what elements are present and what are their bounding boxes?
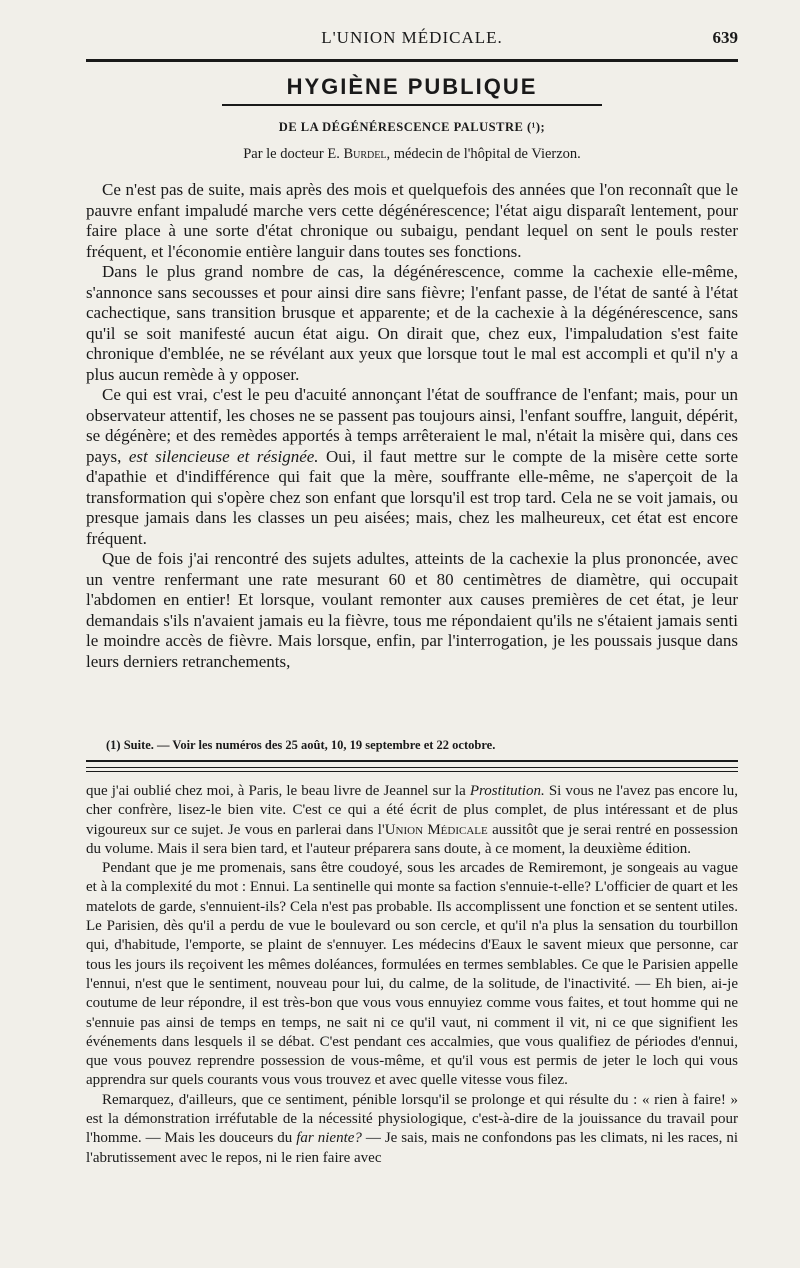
paragraph-text: Remarquez, d'ailleurs, que ce sentiment, pénible lorsqu'il se prolonge et qui résulte du : « rien à faire! » est la démonstration irréfutable de la nécessité physiologique, c'est-à-dire de la jouissance du travail pour l'homme. — Mais les douceurs du — [86, 1091, 738, 1147]
feuilleton-paragraph — [86, 782, 738, 859]
feuilleton-divider-thin — [86, 771, 738, 772]
feuilleton-paragraph — [86, 1091, 738, 1168]
paragraph-text: Ce qui est vrai, c'est le peu d'acuité annonçant l'état de souffrance de l'enfant; mais, pour un observateur attentif, les choses ne se passent pas toujours ainsi, l'enfant souffre, languit, dépérit, se dégénère; et des remèdes apportés à temps arrêteraient le mal, n'était la misère qui, dans ces pays, — [86, 385, 738, 466]
article-paragraph: Dans le plus grand nombre de cas, la dégénérescence, comme la cachexie elle-même, s'annonce sans secousses et pour ainsi dire sans fièvre; l'enfant passe, de l'état de santé à l'état cachectique, sans transition brusque et apparente; et de la cachexie à la dégénérescence, sans qu'il se soit manifesté aucun état aigu. On dirait que, chez eux, l'impaludation s'est faite chronique d'emblée, ne se révélant aux yeux que lorsque tout le mal est accompli et qu'il n'y a plus aucun remède à y opposer. — [86, 262, 738, 384]
running-title: L'UNION MÉDICALE. — [321, 28, 503, 47]
section-title-rule — [222, 104, 602, 106]
feuilleton-body — [86, 782, 738, 1168]
byline-suffix: , médecin de l'hôpital de Vierzon. — [386, 146, 581, 162]
page-number: 639 — [712, 28, 738, 47]
header-rule — [86, 59, 738, 62]
byline-prefix: Par le docteur E. — [243, 146, 340, 162]
running-head — [86, 28, 738, 54]
section-title: HYGIÈNE PUBLIQUE — [286, 74, 538, 99]
feuilleton-paragraph: Pendant que je me promenais, sans être coudoyé, sous les arcades de Remiremont, je songeais au vague et à la complexité du mot : Ennui. La sentinelle qui monte sa faction s'ennuie-t-elle? L'officier de quart et les matelots de garde, s'ennuient-ils? Cela n'est pas probable. Ils accomplissent une fonction et se sentent utiles. Le Parisien, dès qu'il a perdu de vue le boulevard ou son cercle, et qu'il n'a plus la sensation du tourbillon qui, d'habitude, l'emporte, se plaint de s'ennuyer. Les médecins d'Eaux le savent mieux que personne, car tous les jours ils reçoivent les mêmes doléances, formulées en termes semblables. Ce que le Parisien appelle l'ennui, n'est que le sentiment, nouveau pour lui, du calme, de la solitude, de l'inactivité. — Eh bien, ai-je coutume de leur répondre, il est très-bon que vous vous ennuyiez comme vous faites, et tout homme qui ne s'ennuie pas ainsi de temps en temps, ne sait ni ce qu'il vaut, ni comment il vit, ni ce que signifient les événements dans lesquels il se débat. C'est pendant ces accalmies, que vous qualifiez de périodes d'ennui, que vous pouvez reprendre possession de vous-même, et qu'il vous est permis de jeter le loch qui vous apprendra sur quels courants vous vous trouvez et avec quelle vitesse vous filez. — [86, 860, 738, 1089]
article-paragraph: Que de fois j'ai rencontré des sujets adultes, atteints de la cachexie la plus prononcée, avec un ventre renfermant une rate mesurant 60 et 80 centimètres de diamètre, qui occupait l'abdomen en entier! Et lorsque, voulant remonter aux causes premières de cet état, je leur demandais s'ils n'avaient jamais eu la fièvre, tous me répondaient qu'ils ne s'étaient jamais senti le moindre accès de fièvre. Mais lorsque, enfin, par l'interrogation, je les poussais jusque dans leurs derniers retranchements, — [86, 549, 738, 671]
paragraph-text: aussitôt que je serai rentré en possession du volume. Mais il sera bien tard, et l'auteur préparera sans doute, à ce moment, la deuxième édition. — [86, 821, 739, 857]
paragraph-italic: far niente? — [296, 1130, 362, 1147]
article-paragraph: Ce n'est pas de suite, mais après des mois et quelquefois des années que l'on reconnaît que le pauvre enfant impaludé marche vers cette dégénérescence; l'état aigu disparaît lentement, pour faire place à une sorte d'état chronique ou subaigu, pendant lequel on sent le pouls rester fréquent, et l'économie entière languir dans toutes ses fonctions. — [86, 180, 738, 261]
paragraph-italic: est silencieuse et résignée. — [128, 446, 319, 466]
paragraph-text: Oui, il faut mettre sur le compte de la misère cette sorte d'apathie et d'indifférence qui fait que la mère, souffrante elle-même, ne s'aperçoit de la transformation qui s'opère chez son enfant que lorsqu'il est trop tard. Cela ne se voit jamais, ou presque jamais dans les classes un peu aisées; mais, chez les malheureux, cet état est encore fréquent. — [86, 446, 739, 548]
footnote: (1) Suite. — Voir les numéros des 25 août, 10, 19 septembre et 22 octobre. — [106, 738, 496, 752]
byline-author: Burdel — [343, 146, 387, 162]
journal-name: Union Médicale — [384, 821, 488, 838]
article-title: DE LA DÉGÉNÉRESCENCE PALUSTRE (¹); — [278, 120, 546, 134]
article-paragraph — [86, 385, 738, 549]
paragraph-text: Si vous ne l'avez pas encore lu, cher confrère, lisez-le bien vite. C'est ce qui a été écrit de plus complet, de plus intéressant et de plus vigoureux sur ce sujet. Je vous en parlerai dans l' — [86, 783, 739, 838]
paragraph-italic: Prostitution. — [469, 783, 545, 799]
feuilleton-divider — [86, 760, 738, 768]
paragraph-text: — Je sais, mais ne confondons pas les climats, ni les races, ni l'abrutissement avec le repos, ni le rien faire avec — [86, 1130, 739, 1166]
article-byline — [86, 146, 738, 163]
paragraph-text: que j'ai oublié chez moi, à Paris, le beau livre de Jeannel sur la — [86, 783, 466, 799]
journal-page — [86, 0, 738, 1268]
article-body — [86, 180, 738, 672]
